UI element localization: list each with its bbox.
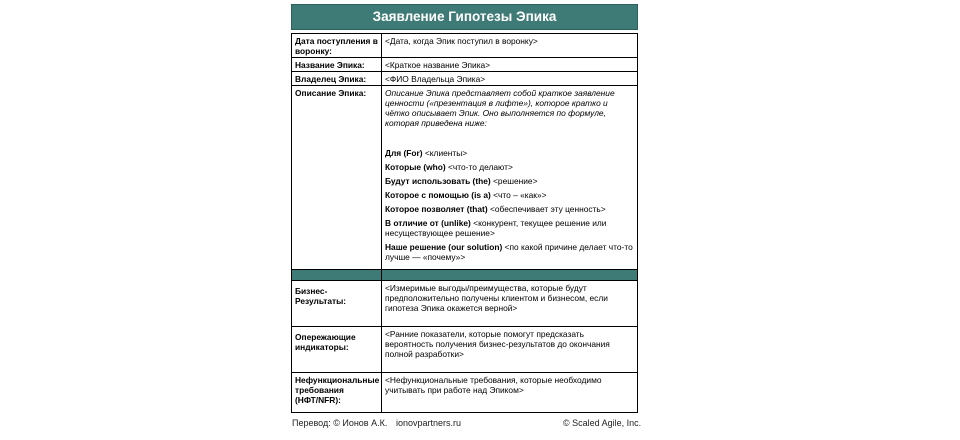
row-value-date: <Дата, когда Эпик поступил в воронку> (382, 34, 638, 58)
row-value-owner: <ФИО Владельца Эпика> (382, 72, 638, 86)
row-label-leading: Опережающие индикаторы: (292, 327, 382, 373)
formula-text: <обеспечивает эту ценность> (487, 204, 606, 214)
formula-text: <что-то делают> (445, 162, 513, 172)
row-value-name: <Краткое название Эпика> (382, 58, 638, 72)
footer-translation: Перевод: © Ионов А.К. (292, 418, 388, 428)
formula-key: Будут использовать (the) (385, 176, 491, 186)
footer-copyright: © Scaled Agile, Inc. (563, 418, 642, 428)
formula-key: В отличие от (unlike) (385, 218, 471, 228)
formula-line (385, 176, 634, 186)
row-value-nfr: <Нефункциональные требования, которые необходимо учитывать при работе над Эпиком> (382, 373, 638, 413)
formula-text: <клиенты> (422, 148, 468, 158)
document-title: Заявление Гипотезы Эпика (291, 4, 638, 30)
row-label-nfr: Нефункциональные требования (НФТ/NFR): (292, 373, 382, 413)
footer-site: ionovpartners.ru (396, 418, 462, 428)
row-label-owner: Владелец Эпика: (292, 72, 382, 86)
formula-line (385, 148, 634, 158)
table-row (292, 34, 638, 58)
section-divider-cell (382, 270, 638, 281)
row-value-leading: <Ранние показатели, которые помогут предсказать вероятность получения бизнес-результатов до окончания полной разработки> (382, 327, 638, 373)
row-label-name: Название Эпика: (292, 58, 382, 72)
epic-hypothesis-document (291, 4, 638, 413)
description-intro: Описание Эпика представляет собой краткое заявление ценности («презентация в лифте»), которое кратко и чётко описывает Эпик. Оно выполняется по формуле, которая приведена ниже: (385, 88, 615, 128)
row-label-description: Описание Эпика: (292, 86, 382, 270)
formula-text: <что – «как»> (490, 190, 547, 200)
formula-key: Которое позволяет (that) (385, 204, 488, 214)
table-row (292, 72, 638, 86)
section-divider-cell (292, 270, 382, 281)
formula-line (385, 204, 634, 214)
formula-line (385, 162, 634, 172)
table-row (292, 373, 638, 413)
formula-key: Которые (who) (385, 162, 446, 172)
formula-line (385, 190, 634, 200)
formula-text: <по какой причине делает что-то лучше — «почему»> (385, 242, 633, 262)
table-row (292, 86, 638, 270)
table-row (292, 281, 638, 327)
table-row (292, 327, 638, 373)
table-row (292, 58, 638, 72)
formula-key: Которое с помощью (is a) (385, 190, 491, 200)
row-label-date: Дата поступления в воронку: (292, 34, 382, 58)
formula-line (385, 218, 634, 238)
formula-text: <конкурент, текущее решение или несуществующее решение> (385, 218, 607, 238)
formula-key: Для (For) (385, 148, 423, 158)
section-divider (292, 270, 638, 281)
formula-line (385, 242, 634, 262)
formula-text: <решение> (490, 176, 538, 186)
row-label-business: Бизнес-Результаты: (292, 281, 382, 327)
row-value-business: <Измеримые выгоды/преимущества, которые будут предположительно получены клиентом и бизнесом, если гипотеза Эпика окажется верной> (382, 281, 638, 327)
row-value-description (382, 86, 638, 270)
epic-hypothesis-table (291, 33, 638, 413)
formula-key: Наше решение (our solution) (385, 242, 503, 252)
